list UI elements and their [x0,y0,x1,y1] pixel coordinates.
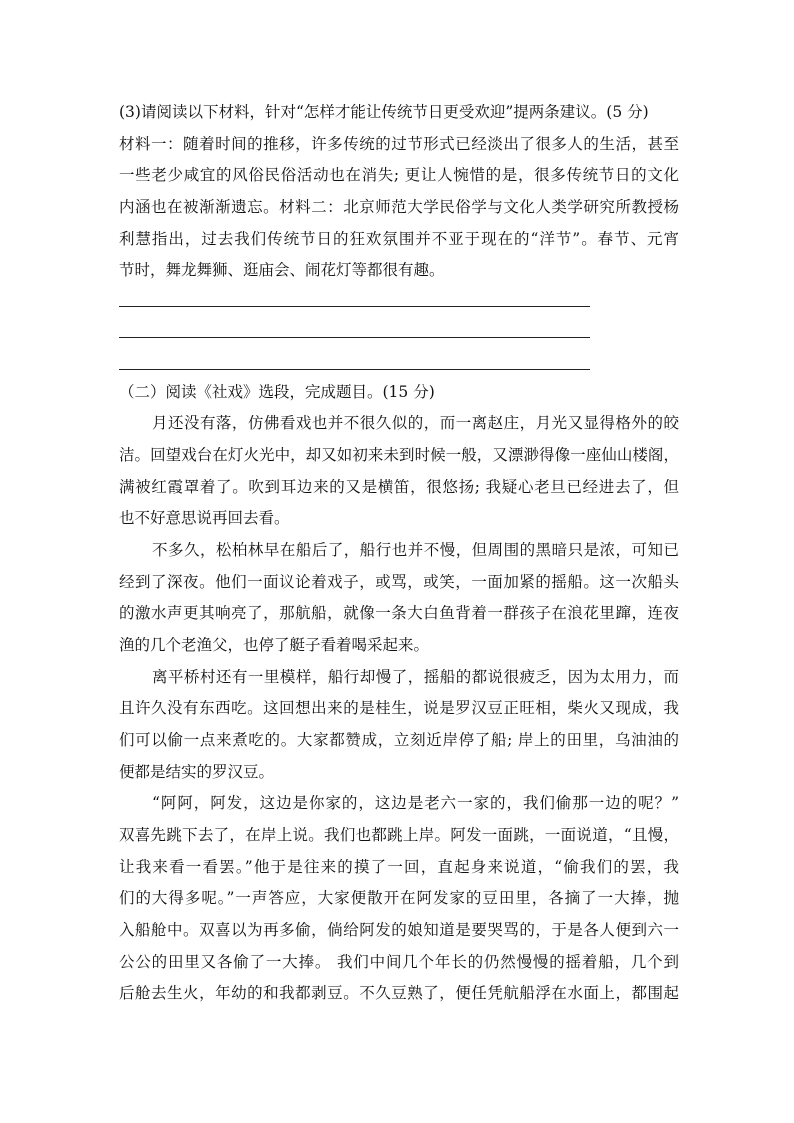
material-line: 材料一：随着时间的推移，许多传统的过节形式已经淡出了很多人的生活，甚至 [119,135,679,153]
question-3-prompt: (3)请阅读以下材料，针对“怎样才能让传统节日更受欢迎”提两条建议。(5 分) [119,103,649,121]
passage-line: 让我来看一看罢。”他于是往来的摸了一回，直起身来说道，“偷我们的罢，我 [119,858,679,876]
passage-line: 月还没有落，仿佛看戏也并不很久似的，而一离赵庄，月光又显得格外的皎 [152,414,679,432]
passage-line: 洁。回望戏台在灯火光中，却又如初来未到时候一般，又漂渺得像一座仙山楼阁， [119,446,679,464]
passage-line: 们可以偷一点来煮吃的。大家都赞成，立刻近岸停了船; 岸上的田里，乌油油的 [119,731,679,749]
material-line: 内涵也在被渐渐遗忘。材料二：北京师范大学民俗学与文化人类学研究所教授杨 [119,198,679,216]
material-line: 一些老少咸宜的风俗民俗活动也在消失; 更让人惋惜的是，很多传统节日的文化 [119,166,679,184]
passage-line: 也不好意思说再回去看。 [119,509,290,527]
passage-line: 们的大得多呢。”一声答应，大家便散开在阿发家的豆田里，各摘了一大捧，抛 [119,889,679,907]
material-line: 利慧指出，过去我们传统节日的狂欢氛围并不亚于现在的“洋节”。春节、元宵 [119,230,679,248]
passage-line: 公公的田里又各偷了一大捧。 我们中间几个年长的仍然慢慢的摇着船，几个到 [119,953,679,971]
passage-line: 渔的几个老渔父，也停了艇子看着喝采起来。 [119,636,430,654]
passage-line: 满被红霞罩着了。吹到耳边来的又是横笛，很悠扬; 我疑心老旦已经进去了，但 [119,478,679,496]
passage-line: 离平桥村还有一里模样，船行却慢了，摇船的都说很疲乏，因为太用力，而 [152,668,679,686]
answer-line[interactable] [119,369,590,370]
passage-line: “阿阿，阿发，这边是你家的，这边是老六一家的，我们偷那一边的呢？” [152,794,679,812]
passage-line: 便都是结实的罗汉豆。 [119,763,275,781]
material-line: 节时，舞龙舞狮、逛庙会、闹花灯等都很有趣。 [119,261,445,279]
passage-line: 的激水声更其响亮了，那航船，就像一条大白鱼背着一群孩子在浪花里蹿，连夜 [119,604,679,622]
section-heading: （二）阅读《社戏》选段，完成题目。(15 分) [119,383,435,401]
passage-line: 后舱去生火，年幼的和我都剥豆。不久豆熟了，便任凭航船浮在水面上，都围起 [119,984,679,1002]
passage-line: 经到了深夜。他们一面议论着戏子，或骂，或笑，一面加紧的摇船。这一次船头 [119,573,679,591]
passage-line: 入船舱中。双喜以为再多偷，倘给阿发的娘知道是要哭骂的，于是各人便到六一 [119,921,679,939]
passage-line: 不多久，松柏林早在船后了，船行也并不慢，但周围的黑暗只是浓，可知已 [152,541,679,559]
passage-line: 且许久没有东西吃。这回想出来的是桂生，说是罗汉豆正旺相，柴火又现成，我 [119,699,679,717]
passage-line: 双喜先跳下去了，在岸上说。我们也都跳上岸。阿发一面跳，一面说道，“且慢， [119,826,679,844]
answer-line[interactable] [119,337,590,338]
answer-line[interactable] [119,306,590,307]
